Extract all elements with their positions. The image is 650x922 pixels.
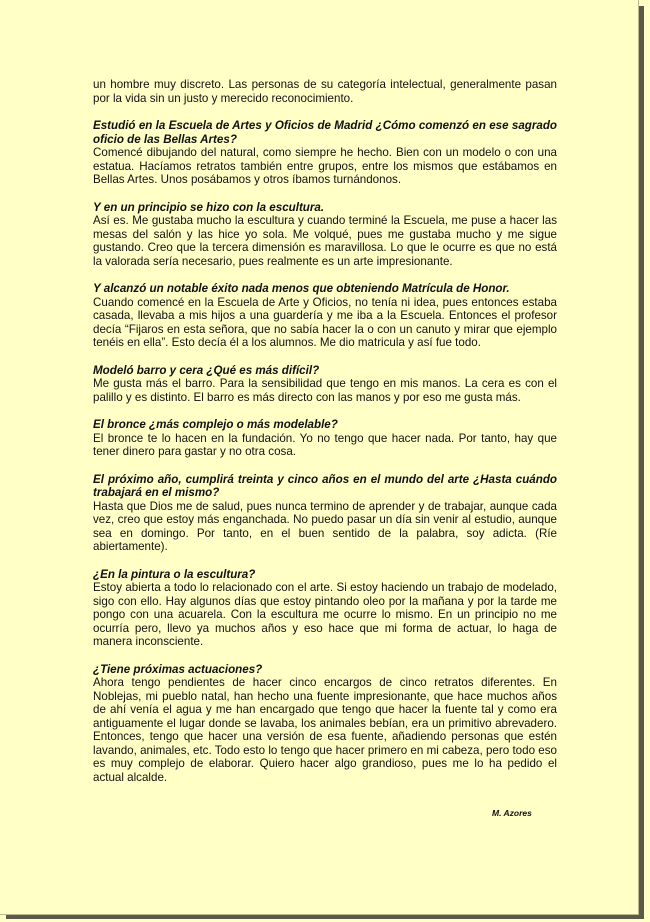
- answer: Me gusta más el barro. Para la sensibilidad que tengo en mis manos. La cera es con el palillo y es distinto. El barro es más directo con las manos y por eso me gusta más.: [93, 377, 557, 404]
- question: Modeló barro y cera ¿Qué es más difícil?: [93, 363, 320, 377]
- answer: Así es. Me gustaba mucho la escultura y cuando terminé la Escuela, me puse a hacer las mesas del salón y las hice yo sola. Me volqué, pues me gustaba mucho y me sigue gustando. Creo que la tercera dimensión es maravillosa. Lo que le ocurre es que no está la valorada sería necesario, pues realmente es un arte impresionante.: [93, 214, 557, 268]
- question: ¿Tiene próximas actuaciones?: [93, 662, 263, 676]
- author-signature: M. Azores: [492, 808, 532, 818]
- question: Estudió en la Escuela de Artes y Oficios de Madrid ¿Cómo comenzó en ese sagrado oficio de las Bellas Artes?: [93, 119, 557, 146]
- answer: Estoy abierta a todo lo relacionado con el arte. Si estoy haciendo un trabajo de modelado, sigo con ello. Hay algunos días que estoy pintando oleo por la mañana y por la tarde me pongo con una acuarela. Con la escultura me ocurre lo mismo. En un principio no me ocurría pero, llevo ya muchos años y eso hace que mi forma de actuar, lo haga de manera inconsciente.: [93, 581, 557, 648]
- page-shadow-right: [639, 6, 644, 919]
- answer: El bronce te lo hacen en la fundación. Yo no tengo que hacer nada. Por tanto, hay que tener dinero para gastar y no otra cosa.: [93, 431, 557, 458]
- answer: Ahora tengo pendientes de hacer cinco encargos de cinco retratos diferentes. En Noblejas, mi pueblo natal, han hecho una fuente impresionante, que hace muchos años de ahí venía el agua y me han encargado que tengo que hacer la fuente tal y como era antiguamente el lugar donde se lavaba, los animales bebían, era un primitivo abrevadero. Entonces, tengo que hacer una versión de esa fuente, añadiendo personas que estén lavando, animales, etc. Todo esto lo tengo que hacer primero en mi cabeza, pero todo eso es muy complejo de elaborar. Quiero hacer algo grandioso, pues me lo ha pedido el actual alcalde.: [93, 676, 557, 784]
- qa-block-8: [93, 663, 557, 785]
- page-shadow-bottom: [6, 915, 644, 919]
- qa-block-1: [93, 119, 557, 187]
- article-body: [93, 78, 557, 784]
- qa-block-2: [93, 201, 557, 269]
- qa-block-4: [93, 364, 557, 405]
- question: El bronce ¿más complejo o más modelable?: [93, 418, 338, 431]
- qa-block-7: [93, 568, 557, 649]
- answer: Hasta que Dios me de salud, pues nunca termino de aprender y de trabajar, aunque cada vez, creo que estoy más enganchada. No puedo pasar un día sin venir al estudio, aunque sea en domingo. Por tanto, en el buen sentido de la palabra, soy adicta. (Ríe abiertamente).: [93, 499, 557, 553]
- qa-block-3: [93, 282, 557, 350]
- intro-paragraph: un hombre muy discreto. Las personas de su categoría intelectual, generalmente pasan por la vida sin un justo y merecido reconocimiento.: [93, 78, 557, 105]
- answer: Cuando comencé en la Escuela de Arte y Oficios, no tenía ni idea, pues entonces estaba casada, llevaba a mis hijos a una guardería y me iba a la Escuela. Entonces el profesor decía “Fijaros en esta señora, que no sabía hacer la o con un canuto y mirar que ejemplo tenéis en ella”. Esto decía él a los alumnos. Me dio matricula y así fue todo.: [93, 295, 557, 349]
- qa-block-6: [93, 473, 557, 554]
- question: Y en un principio se hizo con la escultura.: [93, 200, 325, 214]
- question: Y alcanzó un notable éxito nada menos que obteniendo Matrícula de Honor.: [93, 282, 510, 295]
- question: El próximo año, cumplirá treinta y cinco años en el mundo del arte ¿Hasta cuándo trabajará en el mismo?: [93, 472, 557, 499]
- answer: Comencé dibujando del natural, como siempre he hecho. Bien con un modelo o con una estatua. Hacíamos retratos también entre grupos, entre los mismos que estábamos en Bellas Artes. Unos posábamos y otros íbamos turnándonos.: [93, 146, 557, 186]
- question: ¿En la pintura o la escultura?: [93, 567, 256, 581]
- qa-block-5: [93, 418, 557, 459]
